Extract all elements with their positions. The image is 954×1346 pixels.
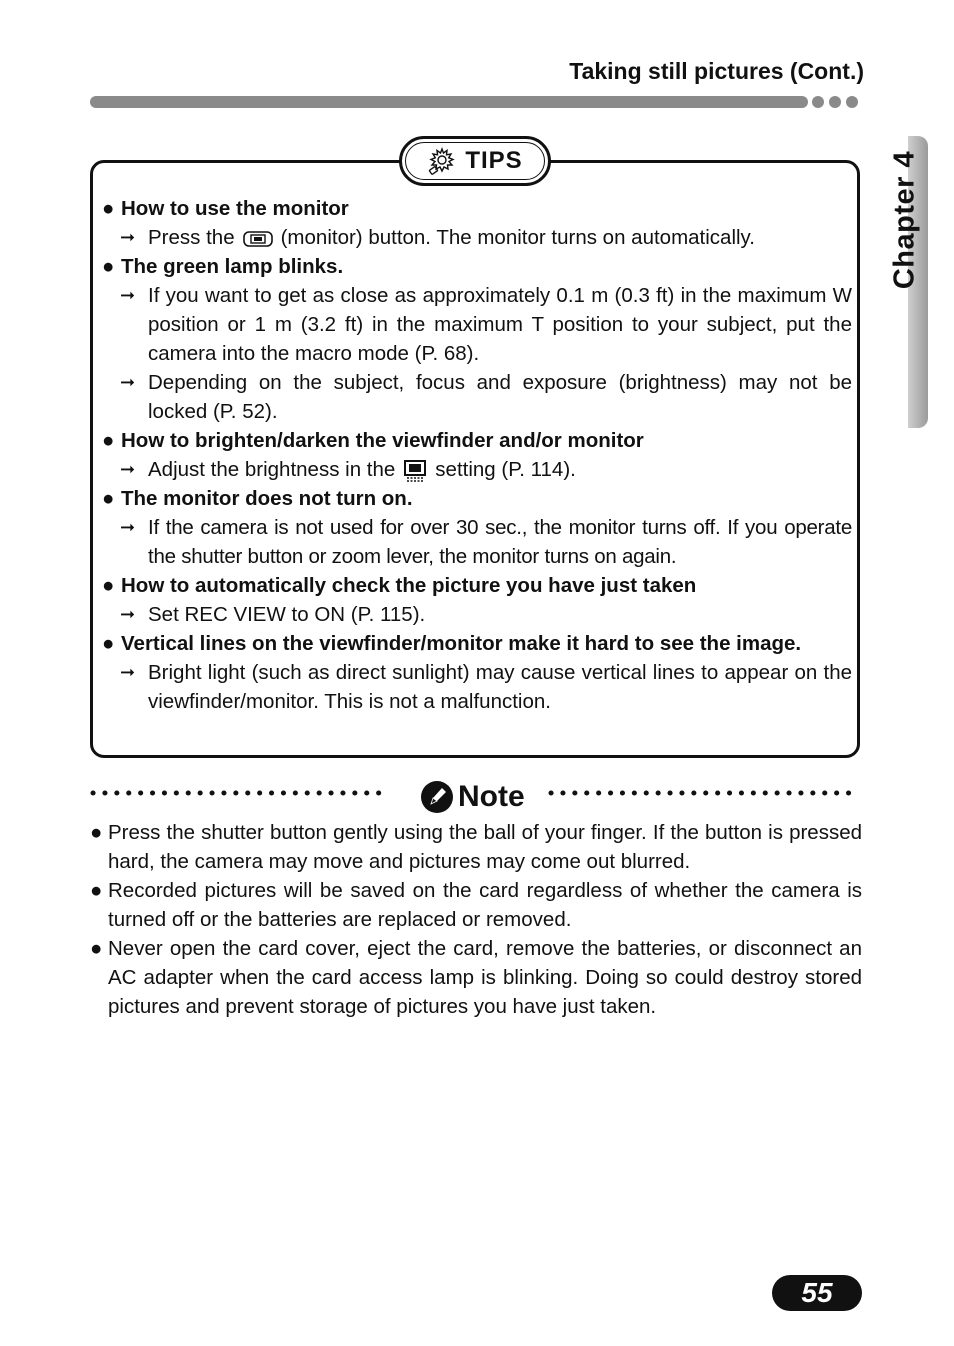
- arrow-icon: ➞: [120, 372, 136, 392]
- tip-heading: ● How to automatically check the picture you have just taken: [102, 574, 697, 597]
- tip-heading: ● How to use the monitor: [102, 197, 349, 220]
- tip-line: ➞ Set REC VIEW to ON (P. 115).: [102, 600, 852, 629]
- page-number: 55: [772, 1275, 862, 1311]
- page-header-title: Taking still pictures (Cont.): [569, 58, 864, 84]
- tip-heading: ● Vertical lines on the viewfinder/monitor make it hard to see the image.: [102, 632, 802, 655]
- arrow-icon: ➞: [120, 459, 136, 479]
- monitor-brightness-icon: [403, 460, 427, 482]
- arrow-icon: ➞: [120, 517, 135, 537]
- tip-line: ➞ Adjust the brightness in the setting (P. 114).: [102, 455, 852, 484]
- arrow-icon: ➞: [120, 662, 136, 682]
- note-item: ● Press the shutter button gently using the ball of your finger. If the button is pressed hard, the camera may move and pictures may come out blurred.: [90, 821, 862, 873]
- lightbulb-icon: [427, 146, 457, 176]
- monitor-button-icon: [243, 230, 273, 248]
- note-title: Note: [420, 780, 525, 814]
- tip-line: ➞ Depending on the subject, focus and exposure (brightness) may not be locked (P. 52).: [102, 368, 852, 426]
- arrow-icon: ➞: [120, 285, 136, 305]
- chapter-label: Chapter 4: [888, 150, 921, 290]
- tips-content: [102, 194, 852, 716]
- arrow-icon: ➞: [120, 227, 136, 247]
- tips-badge: [399, 136, 551, 186]
- dotted-divider: [90, 790, 390, 796]
- note-list: [90, 818, 862, 1021]
- note-header: [90, 780, 862, 816]
- tips-label: TIPS: [465, 147, 523, 174]
- tip-heading: ● How to brighten/darken the viewfinder and/or monitor: [102, 429, 644, 452]
- note-item: ● Recorded pictures will be saved on the card regardless of whether the camera is turned off or the batteries are replaced or removed.: [90, 879, 862, 931]
- tip-heading: ● The monitor does not turn on.: [102, 487, 413, 510]
- note-item: ● Never open the card cover, eject the card, remove the batteries, or disconnect an AC adapter when the card access lamp is blinking. Doing so could destroy stored pictures and prevent storage of pictures you have just taken.: [90, 937, 862, 1018]
- tip-heading: ● The green lamp blinks.: [102, 255, 344, 278]
- header-dots: [812, 96, 858, 108]
- arrow-icon: ➞: [120, 604, 136, 624]
- tip-line: ➞ Press the (monitor) button. The monitor turns on automatically.: [102, 223, 852, 252]
- tip-line: ➞ Bright light (such as direct sunlight) may cause vertical lines to appear on the viewfinder/monitor. This is not a malfunction.: [102, 658, 852, 716]
- tip-line: ➞ If you want to get as close as approximately 0.1 m (0.3 ft) in the maximum W position or 1 m (3.2 ft) in the maximum T position to your subject, put the camera into the macro mode (P. 68).: [102, 281, 852, 368]
- header-rule: [90, 96, 808, 108]
- tip-line: ➞ If the camera is not used for over 30 sec., the monitor turns off. If you operate the shutter button or zoom lever, the monitor turns on again.: [102, 513, 852, 571]
- dotted-divider: [548, 790, 860, 796]
- pencil-note-icon: [420, 780, 454, 814]
